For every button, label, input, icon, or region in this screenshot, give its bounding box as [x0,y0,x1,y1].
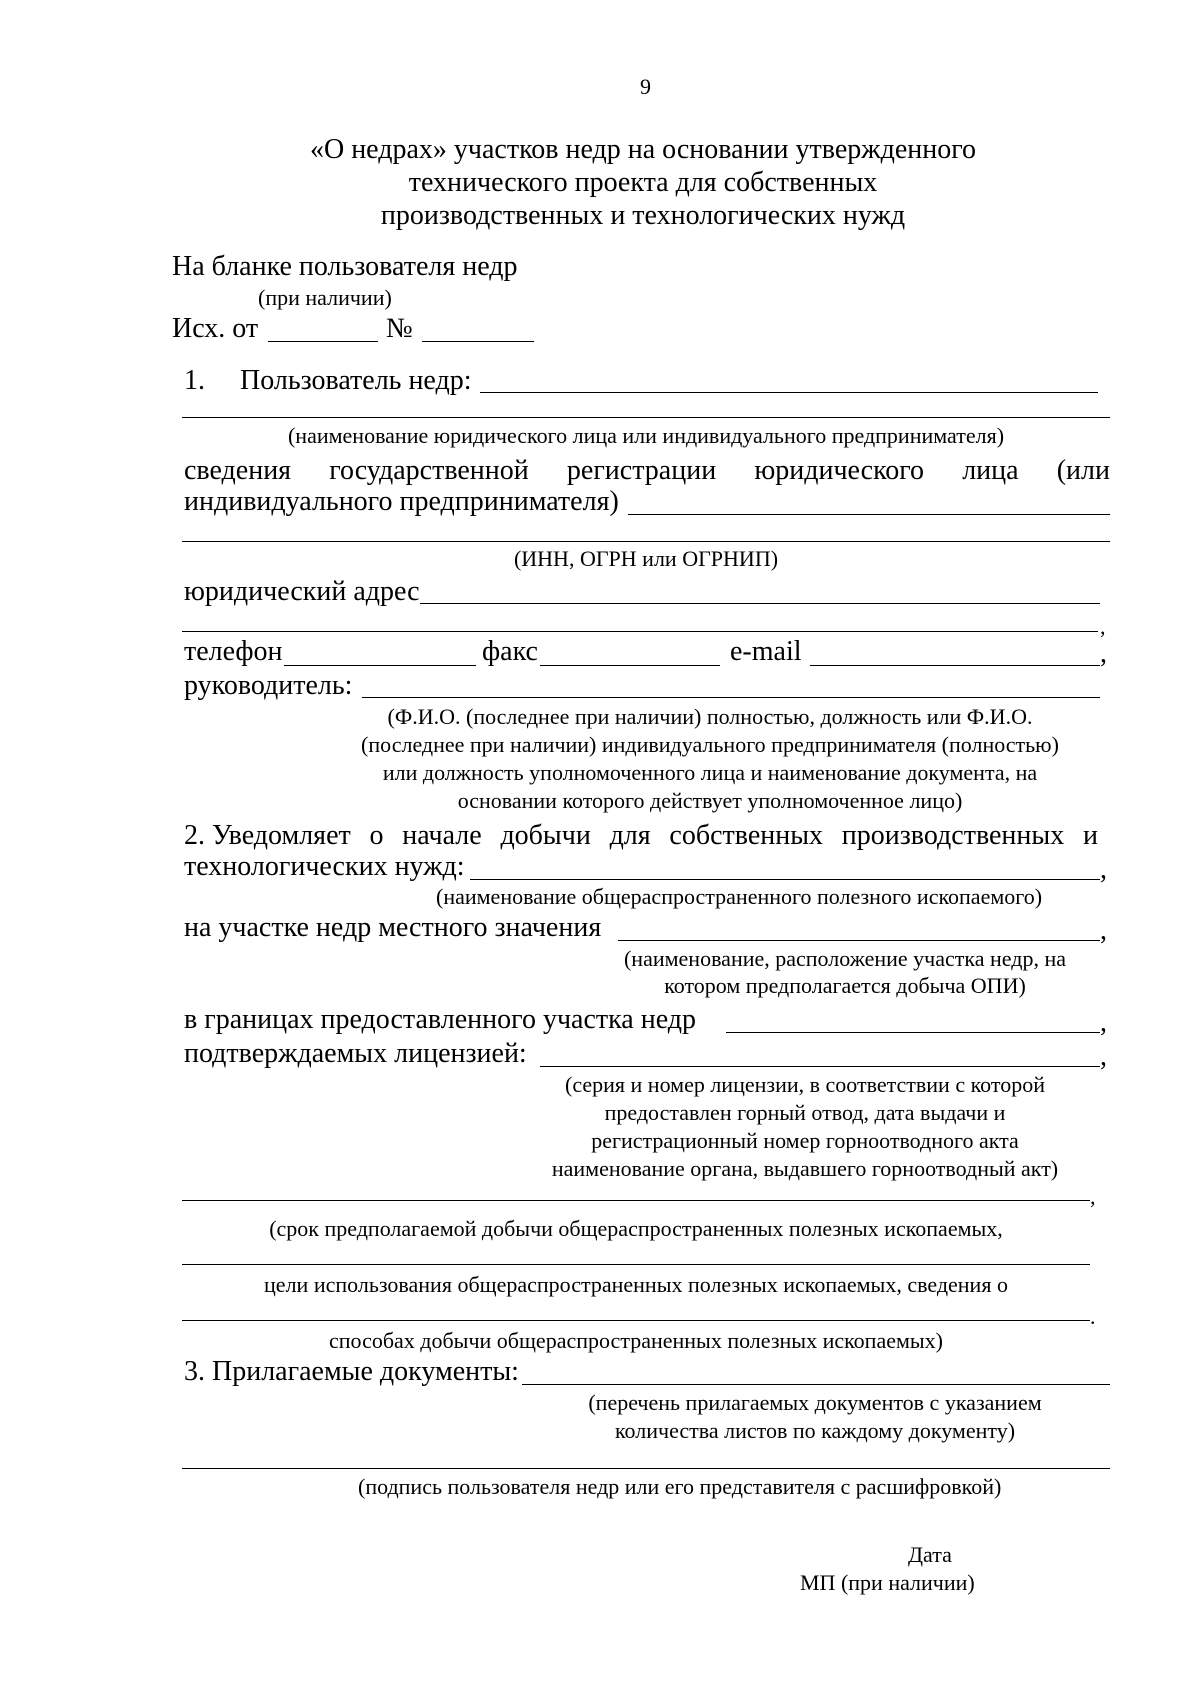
term-hint-2: цели использования общераспространенных полезных ископаемых, сведения о [264,1272,1008,1297]
comma: , [1100,1041,1107,1072]
head-hint-3: или должность уполномоченного лица и наименование документа, на [382,760,1038,785]
site-hint-1: (наименование, расположение участка недр, на [623,946,1066,971]
head-label: руководитель: [184,670,353,701]
comma: , [1100,614,1106,639]
reg-word: лица [962,455,1019,486]
page-number: 9 [640,74,651,99]
notice-word: собственных [669,820,824,851]
docs-hint-1: (перечень прилагаемых документов с указанием [588,1390,1042,1415]
license-label: подтверждаемых лицензией: [184,1038,527,1069]
period: . [1090,1304,1096,1329]
registration-line[interactable] [628,514,1110,515]
license-hint-1: (серия и номер лицензии, в соответствии с которой [565,1072,1045,1097]
outgoing-date-line[interactable] [268,341,378,342]
notice-word: добычи [500,820,591,851]
reg-word: регистрации [566,455,717,486]
reg-word: (или [1056,455,1110,486]
legal-address-line-2[interactable] [182,631,1098,632]
notice-word: 2. Уведомляет [184,820,351,851]
email-label: e-mail [730,636,802,667]
title-line-1: «О недрах» участков недр на основании утвержденного [309,134,977,165]
docs-hint-2: количества листов по каждому документу) [614,1418,1016,1443]
signature-hint: (подпись пользователя недр или его представителя с расшифровкой) [358,1474,1002,1499]
head-hint-1: (Ф.И.О. (последнее при наличии) полностью, должность или Ф.И.О. [387,704,1033,729]
reg-word: юридического [754,455,925,486]
comma: , [1100,915,1107,946]
comma: , [1100,638,1107,669]
title-line-2: технического проекта для собственных [408,167,878,198]
registration-line-2-blank[interactable] [182,541,1110,542]
registration-line-2: индивидуального предпринимателя) [184,486,619,517]
notice-word: производственных [841,820,1065,851]
term-line[interactable] [182,1264,1090,1265]
comma: , [1090,1184,1096,1209]
head-hint-2: (последнее при наличии) индивидуального предпринимателя (полностью) [361,732,1059,757]
subsoil-user-hint: (наименование юридического лица или индивидуального предпринимателя) [287,423,1005,448]
title-line-3: производственных и технологических нужд [380,200,906,231]
section2-line-1 [184,820,1098,852]
notice-word: о [369,820,384,851]
license-hint-2: предоставлен горный отвод, дата выдачи и [604,1100,1006,1125]
license-line[interactable] [540,1066,1100,1067]
mineral-hint: (наименование общераспространенного полезного ископаемого) [436,884,1043,909]
site-hint-2: котором предполагается добыча ОПИ) [664,973,1026,998]
term-hint-1: (срок предполагаемой добычи общераспространенных полезных ископаемых, [269,1216,1003,1241]
attached-docs-label: 3. Прилагаемые документы: [184,1356,519,1387]
license-hint-4: наименование органа, выдавшего горноотводный акт) [551,1156,1059,1181]
section2-line-2: технологических нужд: [184,851,465,882]
phone-label: телефон [184,636,283,667]
stamp-label: МП (при наличии) [800,1570,975,1595]
letterhead-if-available: (при наличии) [258,285,392,310]
license-hint-3: регистрационный номер горноотводного акта [591,1128,1019,1153]
notice-word: и [1082,820,1098,851]
reg-word: сведения [184,455,292,486]
signature-line[interactable] [182,1468,1110,1469]
section1-number: 1. [184,365,205,396]
legal-address-label: юридический адрес [184,576,420,607]
legal-address-line[interactable] [420,603,1100,604]
date-label: Дата [908,1542,952,1567]
subsoil-user-line-2[interactable] [182,417,1110,418]
fax-line[interactable] [540,665,720,666]
comma: , [1100,1007,1107,1038]
notice-word: для [609,820,651,851]
fax-label: факс [482,636,538,667]
email-line[interactable] [810,665,1100,666]
letterhead-text: На бланке пользователя недр [172,251,518,282]
subsoil-user-label: Пользователь недр: [240,365,472,396]
head-hint-4: основании которого действует уполномоченное лицо) [457,788,963,813]
mineral-line[interactable] [470,879,1100,880]
site-label: на участке недр местного значения [184,912,602,943]
registration-hint: (ИНН, ОГРН или ОГРНИП) [513,546,779,571]
outgoing-from-label: Исх. от [172,313,259,344]
license-line-2[interactable] [182,1200,1090,1201]
notice-word: начале [402,820,482,851]
number-sign: № [386,313,413,344]
subsoil-user-line[interactable] [480,392,1098,393]
term-line-2[interactable] [182,1320,1090,1321]
outgoing-number-line[interactable] [422,341,534,342]
comma: , [1100,854,1107,885]
attached-docs-line[interactable] [522,1384,1110,1385]
bounds-label: в границах предоставленного участка недр [184,1004,697,1035]
bounds-line[interactable] [726,1032,1100,1033]
phone-line[interactable] [284,665,476,666]
site-line[interactable] [618,940,1100,941]
reg-word: государственной [329,455,529,486]
registration-line-1 [184,455,1110,487]
term-hint-3: способах добычи общераспространенных полезных ископаемых) [328,1328,944,1353]
head-line[interactable] [362,697,1100,698]
